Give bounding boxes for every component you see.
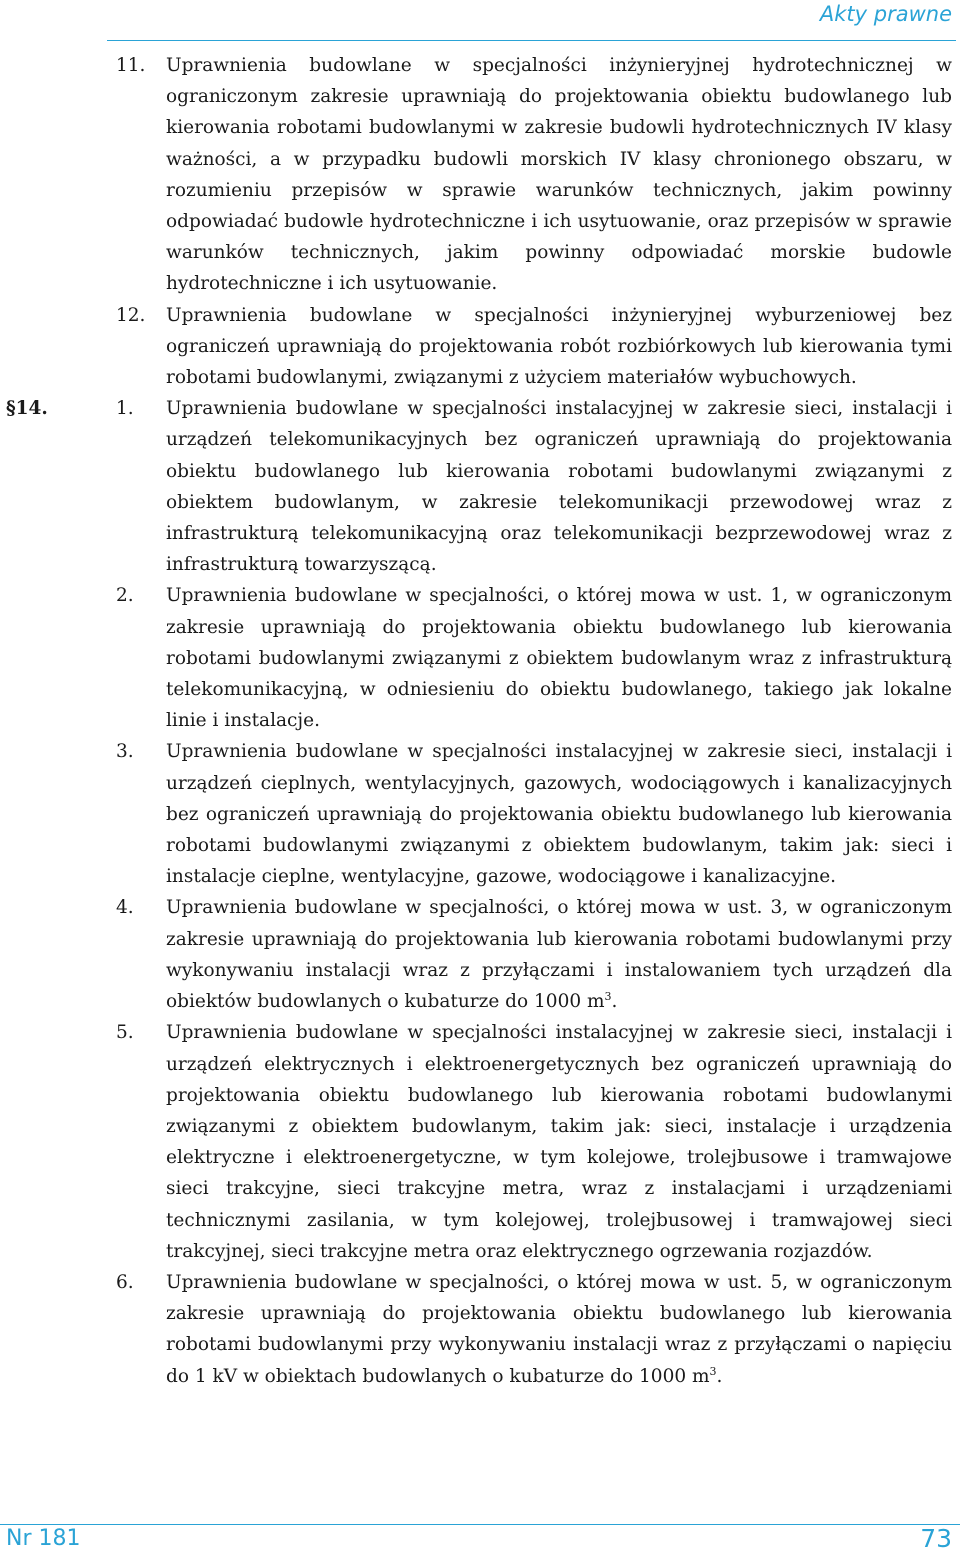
paragraph-number: §14. bbox=[6, 398, 48, 420]
item-number: 12. bbox=[116, 304, 146, 326]
issue-number: Nr 181 bbox=[6, 1526, 81, 1551]
footer-divider bbox=[0, 1524, 960, 1525]
item-number: 5. bbox=[116, 1022, 134, 1044]
item-text-body: Uprawnienia budowlane w specjalności, o której mowa w ust. 5, w ograniczonym zakresie uprawniają do projektowania obiektu budowlanego lub kierowania robotami budowlanymi przy wykonywaniu instalacji wraz z przyłączami o napięciu do 1 kV w obiektach budowlanych o kubaturze do 1000 m bbox=[166, 1271, 952, 1387]
item-text: Uprawnienia budowlane w specjalności instalacyjnej w zakresie sieci, instalacji i urządzeń telekomunikacyjnych bez ograniczeń uprawniają do projektowania obiektu budowlanego lub kierowania robotami budowlanymi związanymi z obiektem budowlanym, w zakresie telekomunikacji przewodowej wraz z infrastrukturą telekomunikacyjną oraz telekomunikacji bezprzewodowej wraz z infrastrukturą towarzyszącą. bbox=[166, 398, 952, 576]
item-text: Uprawnienia budowlane w specjalności inżynieryjnej wyburzeniowej bez ograniczeń uprawniają do projektowania robót rozbiórkowych lub kierowania tymi robotami budowlanymi, związanymi z użyciem materiałów wybuchowych. bbox=[166, 304, 952, 389]
item-number: 3. bbox=[116, 741, 134, 763]
list-item bbox=[0, 50, 960, 300]
item-number: 2. bbox=[116, 585, 134, 607]
item-text bbox=[166, 1267, 952, 1392]
item-number: 1. bbox=[116, 398, 134, 420]
list-item bbox=[0, 1267, 960, 1392]
item-text: Uprawnienia budowlane w specjalności, o której mowa w ust. 1, w ograniczonym zakresie uprawniają do projektowania obiektu budowlanego lub kierowania robotami budowlanymi związanymi z obiektem budowlanym wraz z infrastrukturą telekomunikacyjną, w odniesieniu do obiektu budowlanego, takiego jak lokalne linie i instalacje. bbox=[166, 585, 952, 732]
page-number: 73 bbox=[920, 1524, 952, 1553]
item-text: Uprawnienia budowlane w specjalności inżynieryjnej hydrotechnicznej w ograniczonym zakresie uprawniają do projektowania obiektu budowlanego lub kierowania robotami budowlanymi w zakresie budowli hydrotechnicznych IV klasy ważności, a w przypadku budowli morskich IV klasy chronionego obszaru, w rozumieniu przepisów w sprawie warunków technicznych, jakim powinny odpowiadać budowle hydrotechniczne i ich usytuowanie, oraz przepisów w sprawie warunków technicznych, jakim powinny odpowiadać morskie budowle hydrotechniczne i ich usytuowanie. bbox=[166, 55, 952, 295]
superscript: 3 bbox=[604, 989, 612, 1003]
item-text-tail: . bbox=[716, 1365, 723, 1387]
item-text-body: Uprawnienia budowlane w specjalności, o której mowa w ust. 3, w ograniczonym zakresie uprawniają do projektowania lub kierowania robotami budowlanymi przy wykonywaniu instalacji wraz z przyłączami i instalowaniem tych urządzeń dla obiektów budowlanych o kubaturze do 1000 m bbox=[166, 897, 952, 1013]
list-item bbox=[0, 736, 960, 892]
list-item bbox=[0, 580, 960, 736]
item-number: 4. bbox=[116, 897, 134, 919]
item-text: Uprawnienia budowlane w specjalności instalacyjnej w zakresie sieci, instalacji i urządzeń cieplnych, wentylacyjnych, gazowych, wodociągowych i kanalizacyjnych bez ograniczeń uprawniają do projektowania obiektu budowlanego lub kierowania robotami budowlanymi związanymi z obiektem budowlanym, takim jak: sieci i instalacje cieplne, wentylacyjne, gazowe, wodociągowe i kanalizacyjne. bbox=[166, 741, 952, 888]
item-number: 6. bbox=[116, 1271, 134, 1293]
list-item bbox=[0, 1017, 960, 1267]
header-divider bbox=[107, 40, 956, 41]
superscript: 3 bbox=[709, 1364, 717, 1378]
list-item bbox=[0, 892, 960, 1017]
page-header bbox=[0, 0, 960, 44]
list-item bbox=[0, 300, 960, 394]
legal-text bbox=[0, 50, 960, 1392]
item-text: Uprawnienia budowlane w specjalności instalacyjnej w zakresie sieci, instalacji i urządzeń elektrycznych i elektroenergetycznych bez ograniczeń uprawniają do projektowania obiektu budowlanego lub kierowania robotami budowlanymi związanymi z obiektem budowlanym, takim jak: sieci, instalacje i urządzenia elektryczne i elektroenergetyczne, w tym kolejowe, trolejbusowe i tramwajowe sieci trakcyjne, sieci trakcyjne metra, wraz z instalacjami i urządzeniami technicznymi zasilania, w tym kolejowej, trolejbusowej i tramwajowej sieci trakcyjnej, sieci trakcyjne metra oraz elektrycznego ogrzewania rozjazdów. bbox=[166, 1022, 952, 1262]
item-text-tail: . bbox=[611, 991, 618, 1013]
item-number: 11. bbox=[116, 55, 146, 76]
item-text bbox=[166, 892, 952, 1017]
section-title: Akty prawne bbox=[819, 2, 952, 26]
list-item bbox=[0, 393, 960, 580]
